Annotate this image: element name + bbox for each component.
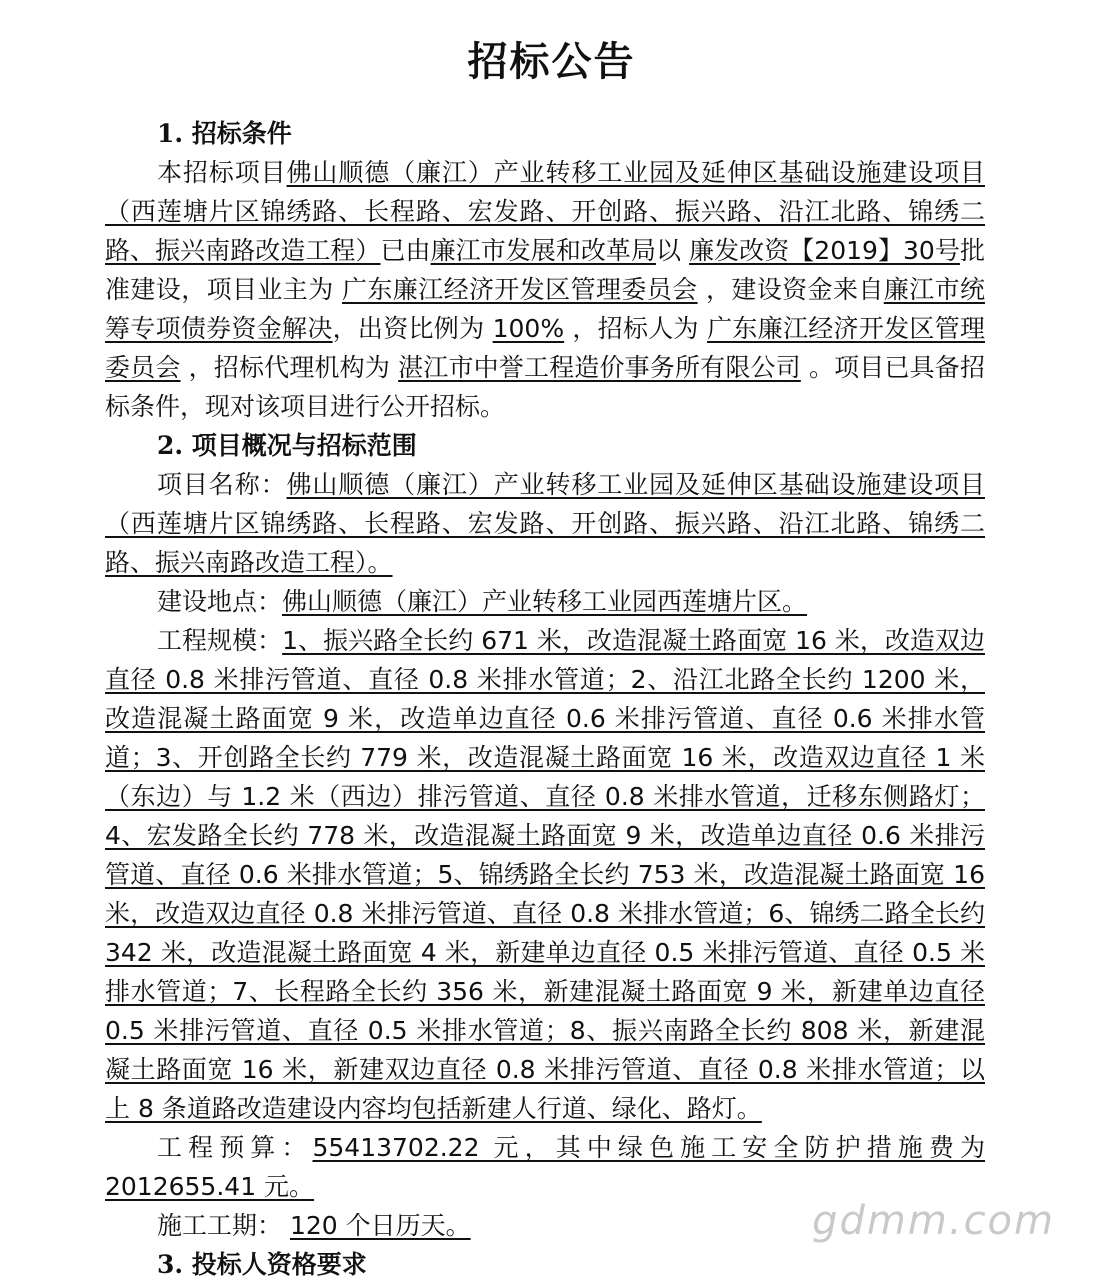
budget-row	[105, 1128, 985, 1206]
location-row	[105, 582, 985, 621]
scale-value: 1、振兴路全长约 671 米，改造混凝土路面宽 16 米，改造双边直径 0.8 米排污管道、直径 0.8 米排水管道；2、沿江北路全长约 1200 米，改造混凝土路面宽 9 米，改造单边直径 0.6 米排污管道、直径 0.6 米排水管道；3、开创路全长约 779 米，改造混凝土路面宽 16 米，改造双边直径 1 米（东边）与 1.2 米（西边）排污管道、直径 0.8 米排水管道，迁移东侧路灯；4、宏发路全长约 778 米，改造混凝土路面宽 9 米，改造单边直径 0.6 米排污管道、直径 0.6 米排水管道；5、锦绣路全长约 753 米，改造混凝土路面宽 16 米，改造双边直径 0.8 米排污管道、直径 0.8 米排水管道；6、锦绣二路全长约 342 米，改造混凝土路面宽 4 米，新建单边直径 0.5 米排污管道、直径 0.5 米排水管道；7、长程路全长约 356 米，新建混凝土路面宽 9 米，新建单边直径 0.5 米排污管道、直径 0.5 米排水管道；8、振兴南路全长约 808 米，新建混凝土路面宽 16 米，新建双边直径 0.8 米排污管道、直径 0.8 米排水管道；以上 8 条道路改造建设内容均包括新建人行道、绿化、路灯。	[105, 626, 985, 1123]
scale-label: 工程规模：	[157, 626, 283, 655]
approval-document: 廉发改资【2019】30号	[689, 236, 960, 265]
location-value: 佛山顺德（廉江）产业转移工业园西莲塘片区。	[282, 587, 808, 616]
text-run: 以	[656, 236, 682, 265]
text-run: ，建设资金来自	[705, 275, 884, 304]
budget-label: 工程预算：	[157, 1133, 313, 1162]
section-2-heading: 2. 项目概况与招标范围	[157, 431, 417, 460]
text-run: ，招标代理机构为	[188, 353, 390, 382]
tender-agency: 湛江市中誉工程造价事务所有限公司	[398, 353, 801, 382]
announcement-body	[105, 114, 985, 1284]
section-1-heading: 1. 招标条件	[157, 119, 292, 148]
budget-value: 55413702.22 元，其中绿色施工安全防护措施费为 2012655.41 元。	[105, 1133, 985, 1201]
project-name: 佛山顺德（廉江）产业转移工业园及延伸区基础设施建设项目（西莲塘片区锦绣路、长程路、宏发路、开创路、振兴路、沿江北路、锦绣二路、振兴南路改造工程）	[105, 158, 985, 265]
project-owner: 广东廉江经济开发区管理委员会	[341, 275, 698, 304]
tenderer: 广东廉江经济开发区管理委员会	[105, 314, 985, 382]
funding-ratio: 100%	[492, 314, 565, 343]
project-name-label: 项目名称：	[157, 470, 287, 499]
text-run: 。项目已具备招标条件，现对该项目进行公开招标。	[105, 353, 985, 421]
text-run: 已由	[380, 236, 431, 265]
scale-row	[105, 621, 985, 1128]
project-name-value: 佛山顺德（廉江）产业转移工业园及延伸区基础设施建设项目（西莲塘片区锦绣路、长程路、宏发路、开创路、振兴路、沿江北路、锦绣二路、振兴南路改造工程）。	[105, 470, 985, 577]
fund-source: 廉江市统筹专项债券资金解决	[105, 275, 985, 343]
page-title: 招标公告	[467, 39, 636, 85]
text-run: 本招标项目	[157, 158, 287, 187]
text-run: ，招标人为	[572, 314, 699, 343]
watermark: gdmm.com	[812, 1198, 1055, 1244]
period-label: 施工工期：	[157, 1211, 283, 1240]
section-3-heading: 3. 投标人资格要求	[157, 1250, 367, 1279]
location-label: 建设地点：	[157, 587, 283, 616]
period-value: 120 个日历天。	[289, 1211, 471, 1240]
section-1-paragraph	[105, 153, 985, 426]
project-name-row	[105, 465, 985, 582]
text-run: ，出资比例为	[332, 314, 485, 343]
approver: 廉江市发展和改革局	[430, 236, 657, 265]
text-run: 批准建设，项目业主为	[105, 236, 985, 304]
